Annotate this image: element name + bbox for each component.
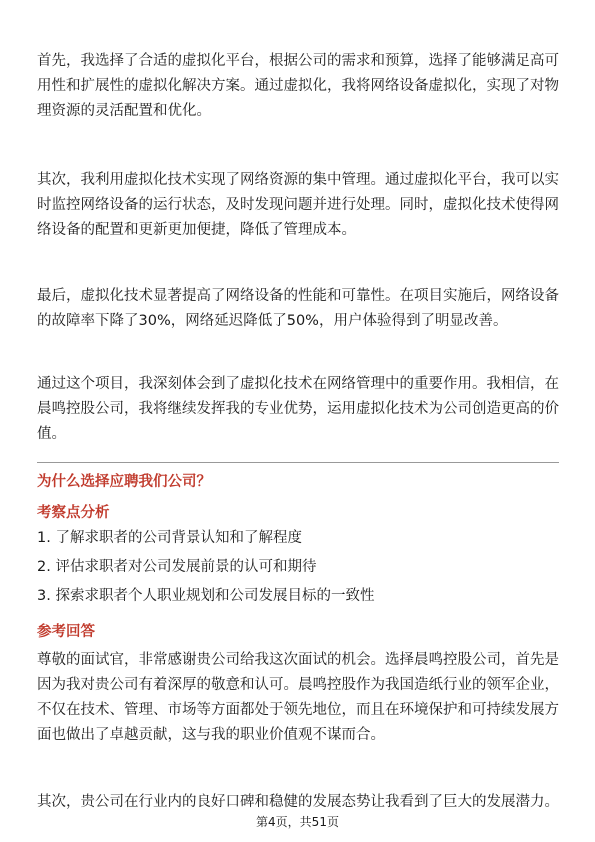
analysis-heading: 考察点分析 — [37, 505, 110, 521]
analysis-item: 2. 评估求职者对公司发展前景的认可和期待 — [37, 559, 317, 575]
answer-heading: 参考回答 — [37, 624, 95, 640]
paragraph-performance-reliability: 最后，虚拟化技术显著提高了网络设备的性能和可靠性。在项目实施后，网络设备的故障率下降了30%，网络延迟降低了50%，用户体验得到了明显改善。 — [37, 288, 559, 329]
answer-paragraph-potential: 其次，贵公司在行业内的良好口碑和稳健的发展态势让我看到了巨大的发展潜力。 — [37, 794, 559, 810]
analysis-item: 1. 了解求职者的公司背景认知和了解程度 — [37, 530, 302, 546]
question-title: 为什么选择应聘我们公司？ — [37, 474, 211, 490]
paragraph-centralized-management: 其次，我利用虚拟化技术实现了网络资源的集中管理。通过虚拟化平台，我可以实时监控网络设备的运行状态，及时发现问题并进行处理。同时，虚拟化技术使得网络设备的配置和更新更加便捷，降低了管理成本。 — [37, 172, 559, 238]
answer-paragraph-respect: 尊敬的面试官，非常感谢贵公司给我这次面试的机会。选择晨鸣控股公司，首先是因为我对贵公司有着深厚的敬意和认可。晨鸣控股作为我国造纸行业的领军企业，不仅在技术、管理、市场等方面都处于领先地位，而且在环境保护和可持续发展方面也做出了卓越贡献，这与我的职业价值观不谋而合。 — [37, 652, 559, 743]
page-number: 第4页，共51页 — [256, 815, 339, 829]
paragraph-virtualization-platform: 首先，我选择了合适的虚拟化平台，根据公司的需求和预算，选择了能够满足高可用性和扩展性的虚拟化解决方案。通过虚拟化，我将网络设备虚拟化，实现了对物理资源的灵活配置和优化。 — [37, 53, 559, 119]
section-divider — [37, 462, 559, 463]
paragraph-project-summary: 通过这个项目，我深刻体会到了虚拟化技术在网络管理中的重要作用。我相信，在晨鸣控股公司，我将继续发挥我的专业优势，运用虚拟化技术为公司创造更高的价值。 — [37, 376, 559, 442]
analysis-item: 3. 探索求职者个人职业规划和公司发展目标的一致性 — [37, 588, 375, 604]
